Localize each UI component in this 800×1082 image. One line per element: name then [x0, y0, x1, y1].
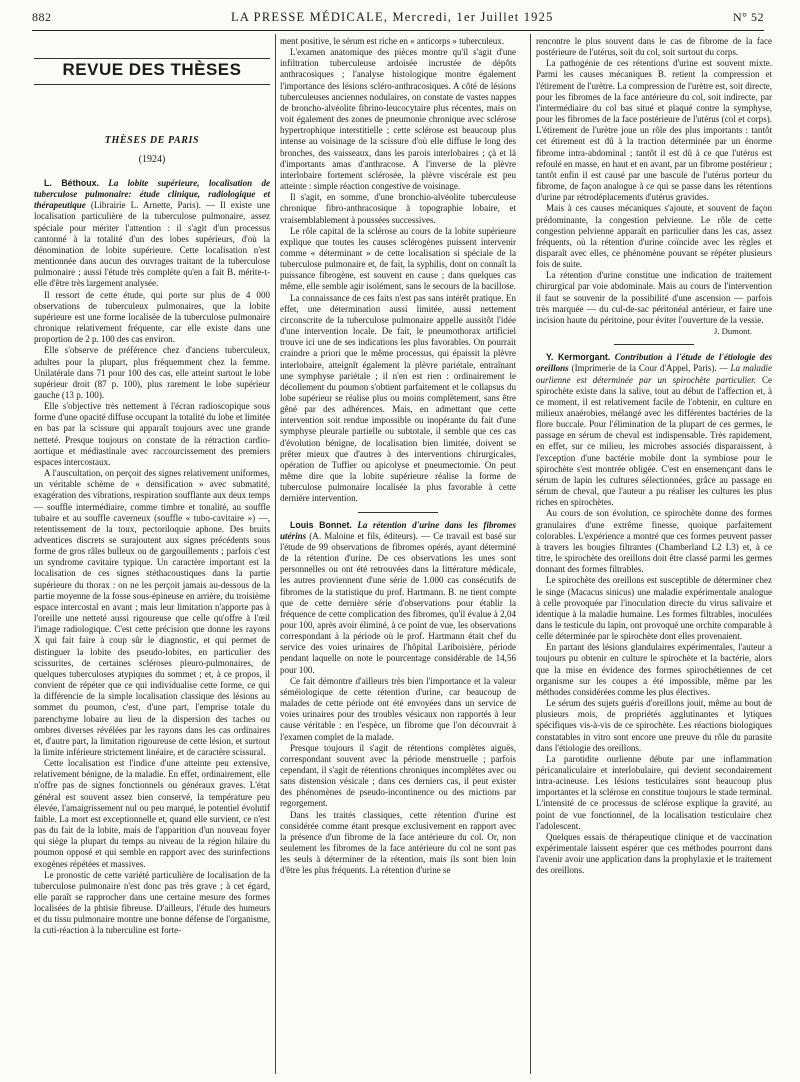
article-bonnet-intro: [280, 520, 516, 676]
column-divider-1: [275, 34, 276, 1074]
section-rule-top: [34, 58, 270, 59]
paragraph: — Il existe une localisation particulière de la tuberculose pulmonaire, assez spéciale pour mériter l'attention : il s'agit d'un processus cantonné à la totalité d'un des lobes supérieurs, d'où la dénomination de lobite supérieure. Cette localisation n'est mentionnée dans aucun des ouvrages traitant de la tuberculose pulmonaire ; aussi l'étude très complète qu'en a fait B. mérite-t-elle d'être très largement analysée.: [34, 200, 270, 289]
subsection-year: (1924): [138, 154, 166, 165]
paragraph: Presque toujours il s'agit de rétentions complètes aiguës, correspondant souvent avec la période menstruelle ; parfois cependant, il s'agit de rétentions chroniques incomplètes avec ou sans distension vésicale ; dans ces derniers cas, il peut exister des phénomènes de pseudo-incontinence ou des mictions par regorgement.: [280, 742, 516, 809]
column-2: [280, 36, 516, 877]
paragraph: Cette localisation est l'indice d'une atteinte peu extensive, relativement bénigne, de la maladie. En effet, ordinairement, elle n'offre pas de signes fonctionnels ou généraux graves. L'état général est souvent assez bien conservé, la température peu élevée, l'amaigrissement nul ou peu marqué, le potentiel évolutif faible. La mort est exceptionnelle et, quand elle survient, ce n'est pas du fait de la lobite, mais de l'apparition d'un nouveau foyer qui siège la plupart du temps au niveau de la région hilaire du poumon opposé et qui semble en rapport avec des surinfections exogènes répétées et massives.: [34, 758, 270, 869]
page-number: 882: [32, 9, 52, 24]
article-publisher: (Imprimerie de la Cour d'Appel, Paris).: [571, 363, 717, 374]
article-publisher: (Librairie L. Arnette, Paris).: [90, 200, 201, 211]
journal-title: LA PRESSE MÉDICALE, Mercredi, 1er Juillet 1925: [230, 9, 554, 24]
paragraph: Le spirochète des oreillons est susceptible de déterminer chez le singe (Macacus sinicus) une maladie expérimentale analogue à celle provoquée par l'inoculation directe du virus salivaire et identique à la maladie humaine. Les formes filtrables, inoculées dans le testicule du lapin, ont provoqué une orchite comparable à celle déterminée par le spirochète dont elles provenaient.: [536, 575, 772, 642]
header-rule: [32, 30, 764, 31]
paragraph: Mais à ces causes mécaniques s'ajoute, et souvent de façon prédominante, la congestion pelvienne. Le rôle de cette congestion pelvienne apparaît en particulier dans les cas, assez fréquents, où la rétention d'urine coïncide avec les règles et disparaît avec elles, ce phénomène pouvant se répéter plusieurs fois de suite.: [536, 203, 772, 270]
article-title: Contribution à l'étude de l'étiologie des oreillons: [536, 352, 773, 374]
article-author: L. Béthoux.: [44, 178, 99, 188]
paragraph: En partant des lésions glandulaires expérimentales, l'auteur a toujours pu obtenir en culture le spirochète et la bactérie, alors que la mise en évidence des formes spirochétiennes de cet organisme sur les coupes a été impossible, même par les méthodes considérées comme les plus électives.: [536, 642, 772, 697]
paragraph: Le sérum des sujets guéris d'oreillons jouit, même au bout de plusieurs mois, de propriétés agglutinantes et lytiques spécifiques vis-à-vis de ce spirochète. Les réactions biologiques constatables in vitro sont encore une preuve du rôle du parasite dans l'étiologie des oreillons.: [536, 698, 772, 753]
paragraph: Ce fait démontre d'ailleurs très bien l'importance et la valeur séméiologique de cette rétention d'urine, car beaucoup de malades de cette période ont été envoyées dans un service de voies urinaires pour des troubles vésicaux non rapportés à leur cause véritable : en l'espèce, un fibrome que l'on découvrait à l'examen complet de la malade.: [280, 675, 516, 742]
paragraph: La pathogénie de ces rétentions d'urine est souvent mixte. Parmi les causes mécaniques B. retient la compression et l'étirement de l'urètre. La compression de l'urètre est, soit directe, pour les fibromes de la face antérieure du col, soit indirecte, par l'intermédiaire du col bas situé et plaqué contre la symphyse, pour les fibromes de la face postérieure de l'utérus (col et corps). L'étirement de l'urètre joue un rôle des plus importants : tantôt cet étirement est dû à la traction déterminée par un énorme fibrome intra-abdominal ; tantôt il est dû à ce que l'utérus est refoulé en masse, en haut et en avant, par un fibrome postérieur ; tantôt enfin il est causé par une bascule de l'utérus porteur du fibrome, de façon analogue à ce qui se passe dans les rétentions d'urine par rétrodéplacements d'utérus gravides.: [536, 58, 772, 203]
running-header: [32, 6, 764, 28]
article-title: La lobite supérieure, localisation de tuberculose pulmonaire: étude clinique, radiologique et thérapeutique: [34, 178, 270, 211]
article-author: Louis Bonnet.: [290, 519, 352, 530]
paragraph: La parotidite ourlienne débute par une inflammation péricanaliculaire et interlobulaire, qui devient secondairement intra-acineuse. Les lésions testiculaires sont beaucoup plus importantes et la sclérose en constitue toujours le stade terminal. L'intensité de ce processus de sclérose explique la gravité, au point de vue fonctionnel, de la localisation testiculaire chez l'adolescent.: [536, 753, 772, 831]
article-bethoux-intro: [34, 178, 270, 290]
paragraph: La rétention d'urine constitue une indication de traitement chirurgical par voie abdominale. Mais au cours de l'intervention il faut se souvenir de la possibilité d'une ascension — parfois très marquée — du cul-de-sac péritonéal antérieur, et faire une incision haute du péritoine, pour éviter l'ouverture de la vessie.: [536, 270, 772, 325]
paragraph: Il ressort de cette étude, qui porte sur plus de 4 000 observations de tuberculeux pulmonaires, que la lobite supérieure est une forme localisée de la tuberculose pulmonaire chronique relativement fréquente, car elle existe dans une proportion de 2 p. 100 des cas environ.: [34, 289, 270, 345]
review-signature: J. Dumont.: [714, 326, 752, 337]
section-rule-bottom: [34, 84, 270, 85]
paragraph: Elle s'objective très nettement à l'écran radioscopique sous forme d'une opacité diffuse occupant la totalité du lobe et limitée en bas par la scissure qui apparaît toujours avec une grande netteté. Presque toujours on constate de la rétraction cardio-aortique et médiastinale avec raccourcissement des premiers espaces intercostaux.: [34, 401, 270, 467]
paragraph: Le rôle capital de la sclérose au cours de la lobite supérieure explique que toutes les causes sclérogènes puissent intervenir comme « déterminant » de cette localisation si spéciale de la tuberculose pulmonaire et, de fait, la syphilis, dont on connaît la puissance fibrogène, est souvent en cause ; dans quelques cas même, elle semble agir isolément, sans le secours de la bacillose.: [280, 225, 516, 292]
article-publisher: (A. Maloine et fils, éditeurs).: [309, 530, 418, 541]
article-separator: [614, 344, 694, 345]
article-kermorgant-intro: [536, 352, 772, 508]
paragraph: Quelques essais de thérapeutique clinique et de vaccination expérimentale laissent espérer que ces méthodes pourront dans l'avenir avoir une application dans la prophylaxie et le traitement des oreillons.: [536, 831, 772, 876]
paragraph: Le pronostic de cette variété particulière de localisation de la tuberculose pulmonaire n'est donc pas très grave ; à cet égard, elle paraît se rapprocher dans une certaine mesure des formes localisées de la phtisie fibreuse. D'ailleurs, l'étude des humeurs et du tissu pulmonaire montre une bonne défense de l'organisme, la cuti-réaction à la tuberculine est forte-: [34, 869, 270, 936]
section-title: REVUE DES THÈSES: [62, 60, 242, 79]
article-title: La rétention d'urine dans les fibromes utérins: [280, 519, 517, 541]
paragraph: Ce spirochète existe dans la salive, tout au début de l'affection et, à ce moment, il est relativement facile de l'obtenir, en culture en milieux anaérobies, mélangé avec les différentes bactéries de la flore buccale. Pour l'élimination de la plupart de ces germes, le passage en sérum de cheval est indispensable. Très rapidement, en effet, sur ce milieu, les microbes associés disparaissent, à l'exception d'une bactérie mobile dont la symbiose pour le spirochète s'est montrée obligée. C'est en ensemençant dans le sérum de lapin les cultures sélectionnées, grâce au passage en sérum de cheval, que l'auteur a pu réaliser les cultures les plus riches en spirochètes.: [536, 374, 772, 508]
column-3: [536, 36, 772, 877]
issue-number: N° 52: [733, 9, 764, 24]
column-1: [34, 178, 270, 937]
paragraph: ment positive, le sérum est riche en « anticorps » tuberculeux.: [280, 36, 505, 46]
article-author: Y. Kermorgant.: [546, 352, 611, 363]
paragraph: Au cours de son évolution, ce spirochète donne des formes granulaires d'une extrême finesse, quoique parfaitement colorables. L'expérience a montré que ces formes peuvent passer à travers les bougies filtrantes (Chamberland L2 L3) et, à ce titre, le spirochète des oreillons doit être classé parmi les germes donnant des formes filtrables.: [536, 508, 772, 575]
subsection-title: THÈSES DE PARIS: [104, 135, 200, 146]
paragraph: L'examen anatomique des pièces montre qu'il s'agit d'une infiltration tuberculeuse ardoisée incrustée de dépôts anthracosiques ; l'analyse histologique montre également l'importance des lésions scléro-anthracosiques. A côté de lésions tuberculeuses anciennes nodulaires, on constate de vastes nappes de broncho-alvéolite fibrino-leucocytaire plus récentes, mais on voit également des zones de pneumonie chronique avec sclérose hypertrophique interstitielle ; cette sclérose est beaucoup plus intense au voisinage de la scissure d'où elle diffuse le long des bronches, des vaisseaux, dans les parois interlobaires ; çà et là d'importants amas d'anthracose. A l'inverse de la plèvre interlobaire fortement sclérosée, la plèvre viscérale est peu atteinte : simple réaction congestive de voisinage.: [280, 47, 516, 192]
paragraph: Dans les traités classiques, cette rétention d'urine est considérée comme étant presque exclusivement en rapport avec la présence d'un fibrome de la face antérieure du col. Or, non seulement les fibromes de la face antérieure du col ne sont pas les seuls à déterminer de la rétention, mais ils sont bien loin d'être les plus fréquents. La rétention d'urine se: [280, 809, 516, 876]
paragraph: Elle s'observe de préférence chez d'anciens tuberculeux, adultes pour la plupart, plus fréquemment chez la femme. Unilatérale dans 71 pour 100 des cas, elle atteint surtout le lobe supérieur droit (87 p. 100), plus rarement le lobe supérieur gauche (13 p. 100).: [34, 345, 270, 400]
paragraph: — Ce travail est basé sur l'étude de 99 observations de fibromes opérés, ayant déterminé de la rétention d'urine. De ces observations les unes sont personnelles ou ont été retrouvées dans la littérature médicale, les autres proviennent d'une série de 1.000 cas consécutifs de fibromes de la statistique du prof. Hartmann. B. ne tient compte que de cette dernière série d'observations pour établir la fréquence de cette complication des fibromes, qu'il évalue à 2,04 pour 100, après avoir éliminé, à ce point de vue, les observations correspondant à la période où le prof. Hartmann était chef du service des voies urinaires de l'hôpital Lariboisière, période pendant laquelle on note le pourcentage considérable de 14,56 pour 100.: [280, 530, 517, 675]
paragraph: La connaissance de ces faits n'est pas sans intérêt pratique. En effet, une détermination aussi limitée, aussi nettement circonscrite de la tuberculose pulmonaire appelle aussitôt l'idée d'une intervention locale. De fait, le pneumothorax artificiel trouve ici une de ses indications les plus favorables. On pourrait craindre a priori que le même processus, qui épaissit la plèvre interlobaire, atteignît également la plèvre pariétale, entraînant une symphyse pariétale ; il n'en est rien : ordinairement le décollement du poumon s'obtient parfaitement et le collapsus du lobe supérieur se réalise plus ou moins complètement, sans être gêné par des adhérences. Mais, en admettant que cette intervention soit rendue impossible ou inopérante du fait d'une symphyse pleurale partielle ou subtotale, il semble que ces cas d'évolution bénigne, de localisation bien limitée, doivent se prêter mieux que d'autres à des interventions chirurgicales, opération de Tuffier ou apicolyse et pneumectomie. On peut même dire que la lobite supérieure réalise la forme de tuberculose pulmonaire localisée la plus favorable à cette dernière intervention.: [280, 292, 516, 504]
article-separator: [358, 512, 438, 513]
paragraph: Il s'agit, en somme, d'une bronchio-alvéolite tuberculeuse chronique fibro-anthracosique à topographie lobaire, et vraisemblablement à poussées successives.: [280, 192, 516, 225]
article-lead: — La maladie ourlienne est déterminée par un spirochète particulier.: [536, 363, 773, 385]
paragraph: rencontre le plus souvent dans le cas de fibrome de la face postérieure de l'utérus, soit du col, soit surtout du corps.: [536, 36, 772, 58]
column-divider-2: [530, 34, 531, 1074]
paragraph: A l'auscultation, on perçoit des signes relativement uniformes, un véritable schème de « densification » avec submatité, exagération des vibrations, respiration soufflante aux deux temps — souffle intermédiaire, comme timbre et tonalité, au souffle tubaire et au souffle caverneux (souffle « tubo-cavitaire ») —, retentissement de la toux, pectoriloquie aphone. Des bruits adventices discrets se surajoutent aux signes précédents sous forme de gros râles bulleux ou de gargouillements ; parfois c'est un syndrome cavitaire typique. Un caractère important est la localisation de ces signes stéthacoustiques dans la partie supérieure du thorax : on ne les perçoit jamais au-dessous de la partie moyenne de la fosse sous-épineuse en arrière, du troisième espace intercostal en avant ; mais leur limitation n'apporte pas à l'oreille une netteté aussi rigoureuse que celle qu'offre à l'œil l'image radiologique. C'est cette précision que donne les rayons X qui fait faire à coup sûr le diagnostic, et qui permet de distinguer la lobite des pseudo-lobites, en particulier des scissurites, de certaines scléroses pleuro-pulmonaires, de quelques tuberculoses atypiques du sommet ; et, à ce propos, il convient de répéter que ce qui individualise cette forme, ce qui la différencie de la simple localisation classique des lésions au sommet du poumon, c'est, d'une part, l'emprise totale du parenchyme lobaire au lieu de la dispersion des taches ou ombres diverses révélées par les rayons dans les cas ordinaires et, d'autre part, la limitation rigoureuse de cette lésion, et surtout la limite inférieure strictement linéaire, et de caractère scissural.: [34, 468, 270, 757]
